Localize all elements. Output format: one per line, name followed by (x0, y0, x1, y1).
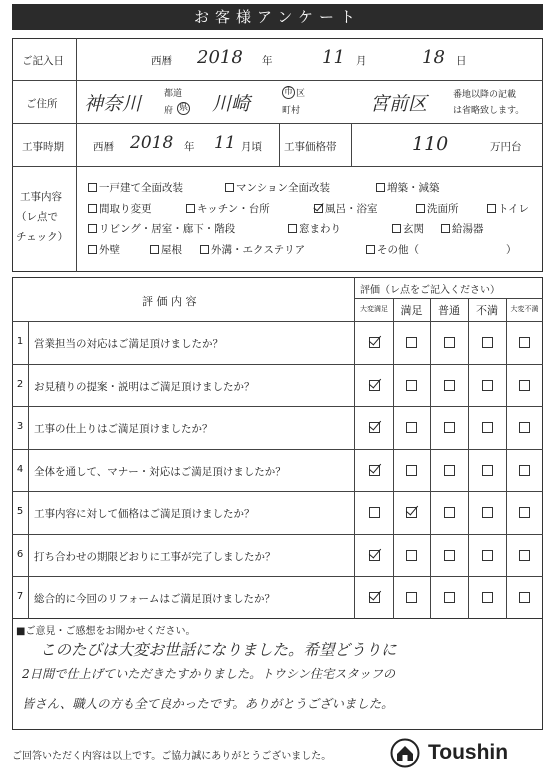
rating-checkbox[interactable] (444, 337, 455, 348)
work-option-label: 増築・減築 (387, 182, 440, 194)
address-prefecture[interactable]: 神奈川 (84, 93, 142, 115)
question-number: 1 (16, 336, 24, 347)
checkbox[interactable] (150, 245, 159, 254)
checkbox[interactable] (314, 204, 323, 213)
work-option-label: 洗面所 (427, 203, 459, 215)
rating-checkbox[interactable] (406, 465, 417, 476)
price-label: 工事価格帯 (284, 141, 337, 153)
house-icon (390, 738, 420, 768)
rating-checkbox[interactable] (406, 592, 417, 603)
work-option-entrance[interactable] (392, 221, 424, 236)
question-text: 工事内容に対して価格はご満足頂けましたか？ (34, 508, 255, 520)
work-option-other[interactable] (366, 242, 419, 257)
col-very-dissatisfied: 大変不満 (510, 305, 539, 313)
work-label-3: チェック） (16, 231, 69, 243)
work-option-label: 給湯器 (452, 223, 484, 235)
comments-label: ■ご意見・ご感想をお聞かせください。 (16, 626, 196, 637)
comment-line-1[interactable]: このたびは大変お世話になりました。希望どうりに (40, 641, 397, 659)
work-option-label: トイレ (498, 203, 529, 215)
date-label: ご記入日 (22, 55, 64, 67)
work-option-label: 玄関 (403, 223, 424, 235)
footer-text: ご回答いただく内容は以上です。ご協力誠にありがとうございました。 (12, 751, 332, 762)
checkbox[interactable] (487, 204, 496, 213)
period-month-unit: 月頃 (241, 141, 262, 153)
work-option-label: キッチン・台所 (197, 203, 270, 215)
comment-line-2[interactable]: 2日間で仕上げていただきたすかりました。トウシン住宅スタッフの (22, 667, 396, 681)
work-option-label: リビング・居室・廊下・階段 (99, 223, 236, 235)
work-option-label: マンション全面改装 (236, 182, 331, 194)
work-option-layout-change[interactable] (88, 201, 152, 216)
rating-checkbox[interactable] (444, 422, 455, 433)
question-number: 4 (16, 463, 24, 475)
question-number: 7 (16, 591, 24, 602)
col-normal: 普通 (438, 304, 460, 317)
work-option-detached-full[interactable] (88, 180, 183, 195)
col-dissatisfied: 不満 (476, 304, 498, 317)
checkbox[interactable] (88, 245, 97, 254)
rating-checkbox[interactable] (482, 550, 493, 561)
rating-checkbox[interactable] (444, 465, 455, 476)
comment-line-3[interactable]: 皆さん、職人の方も全て良かったです。ありがとうございました。 (22, 696, 394, 711)
col-very-satisfied: 大変満足 (360, 305, 388, 313)
date-era: 西暦 (151, 55, 172, 67)
checkbox[interactable] (200, 245, 209, 254)
work-label-2: （レ点で (16, 211, 58, 223)
work-option-living[interactable] (88, 221, 235, 236)
period-month[interactable]: 11 (214, 133, 236, 153)
price-value[interactable]: 110 (412, 133, 449, 155)
work-option-exterior-wall[interactable] (88, 242, 120, 257)
checkbox[interactable] (225, 183, 234, 192)
work-option-label: 間取り変更 (99, 203, 152, 215)
rating-checkbox[interactable] (519, 380, 530, 391)
rating-checkbox[interactable] (406, 337, 417, 348)
rating-checkbox[interactable] (519, 337, 530, 348)
question-number: 6 (16, 548, 24, 560)
date-month[interactable]: 11 (322, 47, 345, 68)
checkbox[interactable] (392, 224, 401, 233)
checkbox[interactable] (416, 204, 425, 213)
work-label-1: 工事内容 (20, 191, 62, 203)
work-option-label: 屋根 (161, 244, 182, 256)
question-text: 全体を通して、マナー・対応はご満足頂けましたか？ (34, 465, 286, 478)
pref-bottom-left: 府 (164, 106, 174, 116)
rating-checkbox[interactable] (369, 465, 380, 476)
rating-checkbox[interactable] (482, 337, 493, 348)
period-year-unit: 年 (184, 141, 195, 153)
checkbox[interactable] (88, 224, 97, 233)
rating-checkbox[interactable] (406, 422, 417, 433)
rating-checkbox[interactable] (482, 507, 493, 518)
date-day[interactable]: 18 (422, 47, 445, 68)
work-option-label: 窓まわり (299, 223, 341, 235)
rating-checkbox[interactable] (519, 422, 530, 433)
evaluation-header: 評 価 内 容 (142, 295, 197, 308)
question-text: 打ち合わせの期限どおりに工事が完了しましたか？ (34, 550, 276, 563)
address-note-1: 番地以降の記載 (453, 90, 517, 100)
checkbox[interactable] (186, 204, 195, 213)
date-year[interactable]: 2018 (197, 47, 243, 68)
work-option-water-heater[interactable] (441, 221, 484, 236)
rating-checkbox[interactable] (369, 550, 380, 561)
checkbox[interactable] (441, 224, 450, 233)
rating-checkbox[interactable] (444, 380, 455, 391)
rating-checkbox[interactable] (369, 422, 380, 433)
rating-checkbox[interactable] (369, 380, 380, 391)
checkbox[interactable] (288, 224, 297, 233)
work-option-toilet[interactable] (487, 201, 529, 216)
question-number: 5 (16, 506, 24, 517)
rating-checkbox[interactable] (369, 592, 380, 603)
rating-checkbox[interactable] (406, 507, 417, 518)
pref-bottom-right-circled: 県 (179, 103, 189, 113)
city-bottom-label: 町村 (282, 106, 301, 116)
work-option-label: 外壁 (99, 244, 120, 256)
date-day-unit: 日 (456, 55, 467, 67)
work-option-kitchen[interactable] (186, 201, 270, 216)
work-option-label: 外溝・エクステリア (211, 244, 306, 256)
address-ward[interactable]: 宮前区 (370, 93, 428, 115)
question-number: 3 (16, 421, 24, 432)
checkbox[interactable] (88, 204, 97, 213)
rating-checkbox[interactable] (482, 422, 493, 433)
work-option-label: その他（ (377, 244, 419, 256)
rating-checkbox[interactable] (482, 380, 493, 391)
work-option-window[interactable] (288, 221, 341, 236)
question-text: お見積りの提案・説明はご満足頂けましたか？ (34, 380, 255, 393)
address-note-2: は省略致します。 (453, 106, 525, 116)
brand-name: Toushin (428, 741, 509, 764)
rating-checkbox[interactable] (444, 550, 455, 561)
rating-checkbox[interactable] (444, 592, 455, 603)
work-option-roof[interactable] (150, 242, 182, 257)
rating-checkbox[interactable] (519, 550, 530, 561)
work-option-extension[interactable] (376, 180, 440, 195)
question-text: 総合的に今回のリフォームはご満足頂けましたか？ (34, 593, 275, 605)
rating-checkbox[interactable] (519, 507, 530, 518)
work-option-label: 風呂・浴室 (325, 203, 378, 215)
other-close-paren: ） (506, 244, 517, 256)
work-option-washroom[interactable] (416, 201, 459, 216)
address-label: ご住所 (26, 98, 58, 110)
period-era: 西暦 (93, 141, 114, 153)
brand-logo (390, 738, 540, 770)
period-year[interactable]: 2018 (130, 133, 174, 153)
rating-checkbox[interactable] (369, 337, 380, 348)
period-label: 工事時期 (22, 141, 64, 153)
rating-checkbox[interactable] (406, 380, 417, 391)
rating-checkbox[interactable] (406, 550, 417, 561)
address-city[interactable]: 川崎 (212, 93, 251, 115)
city-top-left-circled: 市 (284, 87, 294, 97)
city-top-right: 区 (296, 89, 306, 99)
rating-checkbox[interactable] (482, 592, 493, 603)
work-option-label: 一戸建て全面改装 (99, 182, 183, 194)
rating-checkbox[interactable] (519, 592, 530, 603)
col-satisfied: 満足 (400, 304, 423, 317)
work-option-mansion-full[interactable] (225, 180, 330, 195)
checkbox[interactable] (88, 183, 97, 192)
price-unit: 万円台 (490, 141, 522, 153)
pref-top-label: 都道 (164, 89, 183, 99)
rating-checkbox[interactable] (444, 507, 455, 518)
date-month-unit: 月 (356, 55, 367, 67)
question-number: 2 (16, 378, 24, 390)
question-text: 工事の仕上りはご満足頂けましたか？ (34, 423, 213, 435)
question-text: 営業担当の対応はご満足頂けましたか？ (34, 338, 223, 350)
work-option-bath[interactable] (314, 201, 378, 216)
rating-checkbox[interactable] (519, 465, 530, 476)
rating-header: 評価（レ点をご記入ください） (360, 285, 500, 296)
rating-checkbox[interactable] (369, 507, 380, 518)
page-title: お客様アンケート (12, 4, 543, 30)
info-form (12, 38, 543, 272)
checkbox[interactable] (366, 245, 375, 254)
checkbox[interactable] (376, 183, 385, 192)
work-option-exterior[interactable] (200, 242, 305, 257)
date-year-unit: 年 (262, 55, 273, 67)
rating-checkbox[interactable] (482, 465, 493, 476)
